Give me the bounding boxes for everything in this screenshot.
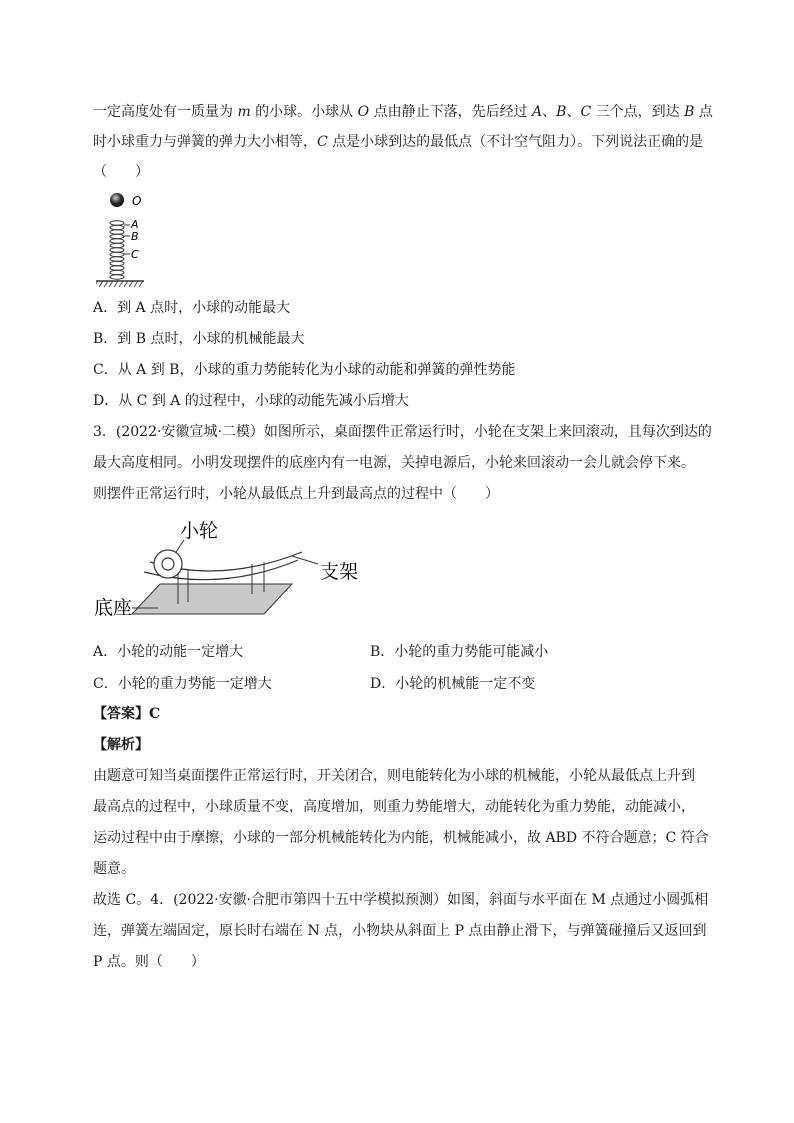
q3-option-b: B．小轮的重力势能可能减小 [370, 644, 549, 660]
wheel-icon [154, 550, 182, 578]
q2-stem-line-1: 一定高度处有一质量为 m 的小球。小球从 O 点由静止下落，先后经过 A、B、C 三个点，到达 B 点 [93, 104, 713, 120]
q2-option-b: B．到 B 点时，小球的机械能最大 [93, 331, 305, 347]
label-a: A [131, 218, 139, 231]
label-o: O [132, 194, 142, 208]
q3-answer: 【答案】C [93, 706, 161, 722]
q2-option-c: C．从 A 到 B，小球的重力势能转化为小球的动能和弹簧的弹性势能 [93, 362, 516, 378]
q3-stem-line-3: 则摆件正常运行时，小轮从最低点上升到最高点的过程中（ ） [93, 486, 499, 502]
label-c: C [131, 248, 139, 261]
label-b: B [131, 230, 139, 243]
q3-option-c: C．小轮的重力势能一定增大 [93, 676, 272, 692]
label-wheel: 小轮 [180, 520, 219, 542]
q3-analysis-line-1: 由题意可知当桌面摆件正常运行时，开关闭合，则电能转化为小球的机械能，小轮从最低点上升到 [93, 768, 695, 784]
q3-analysis-line-2: 最高点的过程中，小球质量不变，高度增加，则重力势能增大，动能转化为重力势能，动能减小， [93, 799, 695, 815]
q3-stem-line-1: 3．(2022·安徽宣城·二模）如图所示，桌面摆件正常运行时，小轮在支架上来回滚动，且每次到达的 [93, 424, 712, 440]
q2-option-d: D．从 C 到 A 的过程中，小球的动能先减小后增大 [93, 393, 409, 409]
q3-option-a: A．小轮的动能一定增大 [93, 644, 244, 660]
q3-analysis-line-4: 题意。 [93, 861, 135, 877]
desk-toy-figure [92, 512, 382, 630]
q3-option-d: D．小轮的机械能一定不变 [370, 676, 536, 692]
spring-ball-figure [96, 188, 166, 290]
q4-stem-line-3: P 点。则（ ） [93, 954, 205, 970]
q2-answer-bracket: （ ） [93, 164, 149, 180]
q2-stem-line-2: 时小球重力与弹簧的弹力大小相等，C 点是小球到达的最低点（不计空气阻力）。下列说法正确的是 [93, 134, 704, 150]
label-stand: 支架 [320, 561, 359, 583]
q3-stem-line-2: 最大高度相同。小明发现摆件的底座内有一电源，关掉电源后，小轮来回滚动一会儿就会停下来。 [93, 455, 695, 471]
q3-analysis-title: 【解析】 [93, 737, 149, 753]
base-plate [132, 584, 292, 614]
q4-stem-line-1: 故选 C。4．(2022·安徽·合肥市第四十五中学模拟预测）如图，斜面与水平面在 M 点通过小圆弧相 [93, 892, 709, 908]
q3-analysis-line-3: 运动过程中由于摩擦，小球的一部分机械能转化为内能，机械能减小，故 ABD 不符合题意；C 符合 [93, 830, 709, 846]
label-base: 底座 [94, 597, 133, 619]
q2-option-a: A．到 A 点时，小球的动能最大 [93, 300, 291, 316]
q4-stem-line-2: 连，弹簧左端固定，原长时右端在 N 点，小物块从斜面上 P 点由静止滑下，与弹簧碰撞后又返回到 [93, 923, 707, 939]
spring-coil [110, 221, 124, 279]
ball-icon [110, 193, 124, 207]
